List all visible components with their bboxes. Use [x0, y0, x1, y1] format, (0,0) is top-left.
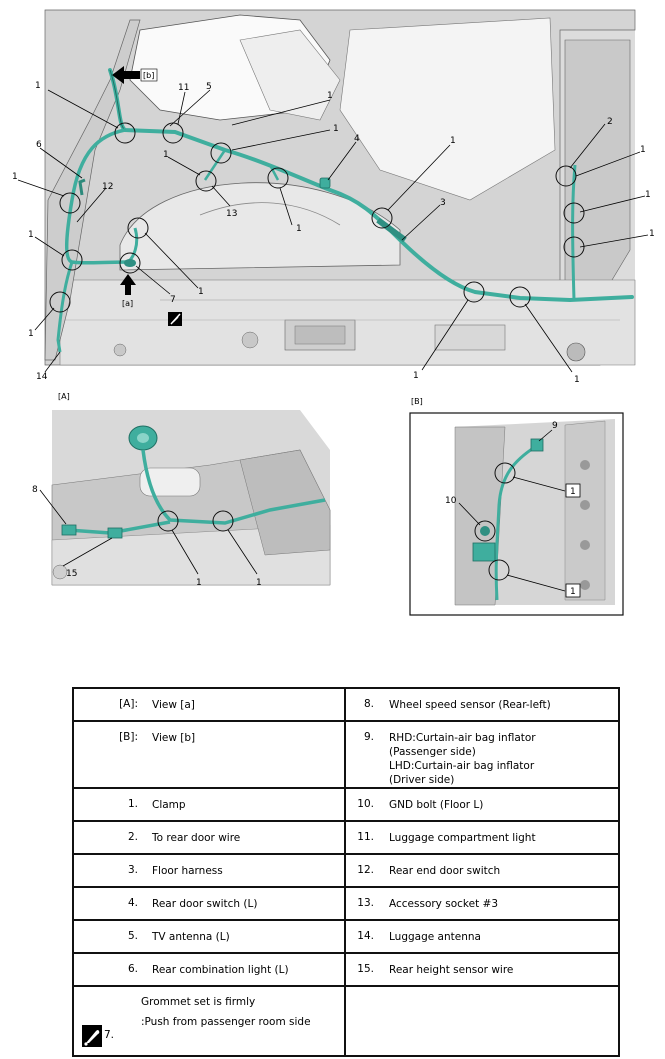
main-diagram: [0, 0, 665, 400]
legend-line: LHD:Curtain-air bag inflator: [389, 760, 535, 772]
legend-text: View [a]: [152, 699, 195, 711]
legend-text: Floor harness: [152, 865, 223, 877]
callout-1: 1: [296, 224, 302, 234]
legend-key: 8.: [363, 698, 374, 710]
legend-key: 10.: [357, 798, 374, 810]
legend-key: 5.: [127, 930, 138, 942]
legend-text: TV antenna (L): [152, 931, 230, 943]
legend-text: Rear end door switch: [389, 865, 501, 877]
legend-text-multiline: [389, 731, 618, 787]
callout-1: 1: [163, 150, 169, 160]
callout-2: 2: [607, 117, 613, 127]
view-a-marker: [a]: [122, 299, 134, 308]
legend-table: [72, 687, 620, 1057]
callout-7: 7: [170, 295, 176, 305]
legend-key: 3.: [127, 864, 138, 876]
legend-text: Rear door switch (L): [152, 898, 258, 910]
callout-1: 1: [198, 287, 204, 297]
callout-15: 15: [66, 569, 78, 579]
view-b-marker: [b]: [143, 71, 155, 80]
callout-9: 9: [552, 421, 558, 431]
legend-row-note: [73, 986, 619, 1056]
callout-3: 3: [440, 198, 446, 208]
callout-5: 5: [206, 82, 212, 92]
callout-1: 1: [640, 145, 646, 155]
legend-row: [73, 721, 619, 788]
callout-4: 4: [354, 134, 360, 144]
callout-12: 12: [102, 182, 114, 192]
inset-view-b: [405, 395, 630, 625]
callout-1: 1: [645, 190, 651, 200]
callout-13: 13: [226, 209, 238, 219]
legend-text: To rear door wire: [152, 832, 241, 844]
legend-key: 13.: [357, 897, 374, 909]
legend-row: [73, 854, 619, 887]
callout-1: 1: [12, 172, 18, 182]
callout-11: 11: [178, 83, 190, 93]
callout-1: 1: [574, 375, 580, 385]
inset-a-label: [A]: [58, 392, 70, 401]
legend-key: 9.: [363, 731, 374, 743]
inset-view-a: [0, 390, 340, 610]
callout-1: 1: [196, 578, 202, 588]
legend-note-line: :Push from passenger room side: [141, 1016, 311, 1028]
legend-key: 12.: [357, 864, 374, 876]
callout-1: 1: [570, 587, 576, 597]
legend-row: [73, 688, 619, 721]
callout-14: 14: [36, 372, 48, 382]
legend-key: 15.: [357, 963, 374, 975]
legend-key: 11.: [357, 831, 374, 843]
callout-1: 1: [413, 371, 419, 381]
callout-1: 1: [333, 124, 339, 134]
legend-note-line: Grommet set is firmly: [141, 996, 256, 1008]
legend-key: 6.: [127, 963, 138, 975]
legend-text: Luggage compartment light: [389, 832, 536, 844]
legend-text: Wheel speed sensor (Rear-left): [389, 699, 551, 711]
legend-key: 2.: [127, 831, 138, 843]
legend-line: RHD:Curtain-air bag inflator: [389, 732, 536, 744]
callout-1: 1: [649, 229, 655, 239]
legend-row: [73, 887, 619, 920]
legend-line: (Passenger side): [389, 746, 476, 758]
callout-1: 1: [256, 578, 262, 588]
callout-1: 1: [450, 136, 456, 146]
legend-text: Rear combination light (L): [152, 964, 289, 976]
inset-b-label: [B]: [411, 397, 423, 406]
legend-text: Accessory socket #3: [389, 898, 499, 910]
legend-text: View [b]: [152, 732, 196, 744]
grommet-note-icon: [82, 1025, 102, 1047]
legend-text: Clamp: [152, 799, 186, 811]
legend-key: 4.: [127, 897, 138, 909]
legend-key: 7.: [104, 1029, 115, 1041]
legend-text: Rear height sensor wire: [389, 964, 514, 976]
legend-key: [B]:: [119, 731, 138, 743]
legend-text: Luggage antenna: [389, 931, 481, 943]
legend-empty-cell: [345, 986, 619, 1056]
legend-text: GND bolt (Floor L): [389, 799, 484, 811]
legend-key: [A]:: [119, 698, 138, 710]
callout-1: 1: [327, 91, 333, 101]
callout-1: 1: [570, 487, 576, 497]
legend-row: [73, 788, 619, 821]
legend-row: [73, 920, 619, 953]
legend-row: [73, 953, 619, 986]
legend-key: 1.: [127, 798, 138, 810]
callout-1: 1: [28, 230, 34, 240]
legend-key: 14.: [357, 930, 374, 942]
callout-6: 6: [36, 140, 42, 150]
legend-line: (Driver side): [389, 774, 455, 786]
callout-1: 1: [28, 329, 34, 339]
callout-1: 1: [35, 81, 41, 91]
legend-row: [73, 821, 619, 854]
callout-8: 8: [32, 485, 38, 495]
callout-10: 10: [445, 496, 457, 506]
